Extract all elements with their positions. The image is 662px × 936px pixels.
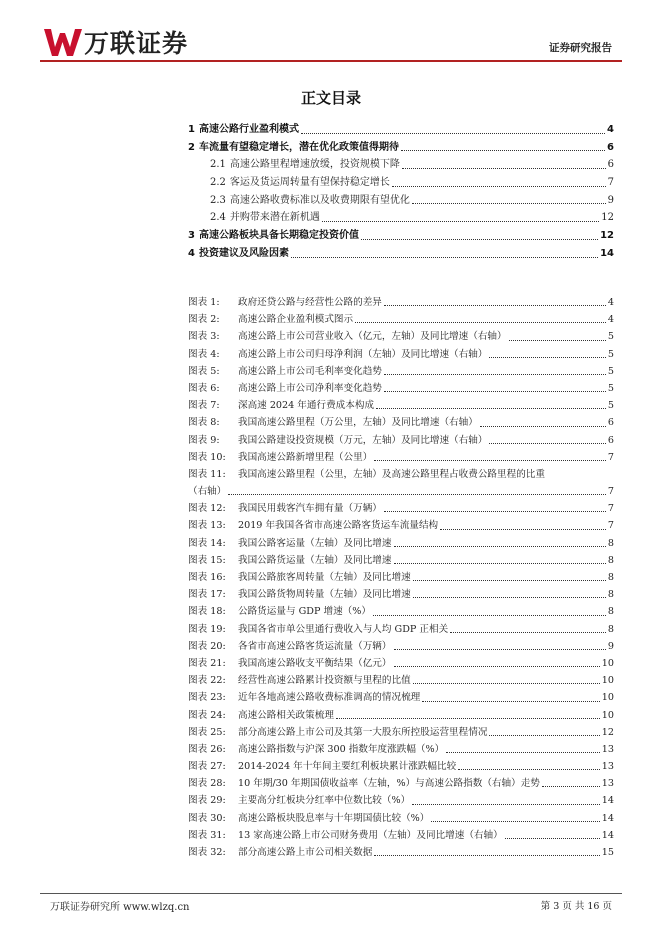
figure-entry-label: 图表 1: bbox=[188, 297, 220, 308]
figure-entry-title: 公路货运量与 GDP 增速（%） bbox=[238, 606, 371, 618]
figure-entry-page: 13 bbox=[601, 778, 614, 790]
toc-entry-number: 2.3 bbox=[210, 194, 226, 206]
figure-entry[interactable] bbox=[188, 758, 614, 775]
figure-entry-label: 图表 25: bbox=[188, 726, 226, 738]
figure-leader-dots bbox=[446, 741, 600, 753]
figure-entry[interactable] bbox=[188, 827, 614, 844]
figure-leader-dots bbox=[489, 724, 599, 736]
figure-entry-label: 图表 22: bbox=[188, 675, 226, 687]
figure-entry-label: 图表 10: bbox=[188, 451, 226, 463]
toc-entry-title: 车流量有望稳定增长，潜在优化政策值得期待 bbox=[198, 141, 399, 153]
figure-entry[interactable] bbox=[188, 449, 614, 466]
figure-entry-page: 7 bbox=[607, 486, 614, 498]
figure-entry-page: 4 bbox=[607, 314, 614, 326]
figure-entry[interactable] bbox=[188, 466, 614, 483]
figure-entry-page: 10 bbox=[601, 709, 614, 721]
toc-entry-title: 高速公路板块具备长期稳定投资价值 bbox=[198, 230, 359, 242]
figure-leader-dots bbox=[374, 449, 606, 461]
toc-entry-title: 高速公路收费标准以及收费期限有望优化 bbox=[229, 194, 410, 206]
figure-entry-label: 图表 29: bbox=[188, 795, 226, 807]
figure-entry-title: 高速公路板块股息率与十年期国债比较（%） bbox=[238, 812, 430, 824]
figure-leader-dots bbox=[384, 294, 606, 306]
figure-entry-label: 图表 4: bbox=[188, 348, 220, 360]
figure-entry-title: 高速公路上市公司净利率变化趋势 bbox=[238, 382, 382, 394]
figure-entry[interactable] bbox=[188, 517, 614, 534]
figure-entry[interactable] bbox=[188, 621, 614, 638]
toc-entry[interactable] bbox=[188, 245, 614, 263]
figure-leader-dots bbox=[373, 603, 606, 615]
figure-entry-label: 图表 3: bbox=[188, 331, 220, 343]
toc-leader-dots bbox=[301, 121, 605, 134]
figure-entry-label: 图表 32: bbox=[188, 847, 226, 858]
figure-entry[interactable] bbox=[188, 655, 614, 672]
figure-leader-dots bbox=[480, 414, 606, 426]
figure-entry[interactable] bbox=[188, 689, 614, 706]
toc-entry[interactable] bbox=[188, 209, 614, 227]
figure-entry-title: 我国民用载客汽车拥有量（万辆） bbox=[238, 503, 382, 515]
figure-entry[interactable] bbox=[188, 363, 614, 380]
figure-entry-title: 高速公路上市公司毛利率变化趋势 bbox=[238, 365, 382, 377]
figure-entry[interactable] bbox=[188, 810, 614, 827]
figure-entry-title: 我国公路货物周转量（左轴）及同比增速 bbox=[238, 589, 411, 601]
figure-entry-page: 4 bbox=[607, 297, 614, 308]
figure-entry[interactable] bbox=[188, 603, 614, 620]
figure-leader-dots bbox=[394, 552, 606, 564]
figure-entry-title: 部分高速公路上市公司及其第一大股东所控股运营里程情况 bbox=[238, 726, 488, 738]
page-number: 第 3 页 共 16 页 bbox=[540, 901, 612, 912]
figure-entry-title: 10 年期/30 年期国债收益率（左轴，%）与高速公路指数（右轴）走势 bbox=[238, 778, 540, 790]
figure-entry-title: 我国高速公路新增里程（公里） bbox=[238, 451, 373, 463]
toc-entry-title: 并购带来潜在新机遇 bbox=[229, 212, 320, 224]
figure-entry-label: 图表 18: bbox=[188, 606, 226, 618]
figure-leader-dots bbox=[505, 827, 600, 839]
figure-entry-page: 8 bbox=[607, 554, 614, 566]
figure-entry-page: 12 bbox=[601, 726, 614, 738]
page-header bbox=[0, 0, 662, 66]
figure-entry-page: 15 bbox=[601, 847, 614, 858]
table-of-contents bbox=[188, 121, 614, 263]
figure-entry[interactable] bbox=[188, 483, 614, 500]
figure-entry-label: 图表 12: bbox=[188, 503, 226, 515]
figure-entry-label: 图表 2: bbox=[188, 314, 220, 326]
toc-entry[interactable] bbox=[188, 227, 614, 245]
figure-entry-label: 图表 13: bbox=[188, 520, 226, 532]
figure-entry-title: 2014-2024 年十年间主要红利板块累计涨跌幅比较 bbox=[238, 761, 457, 773]
figure-entry-page: 10 bbox=[601, 657, 614, 669]
figure-entry-label: 图表 26: bbox=[188, 743, 226, 755]
figure-entry-label: 图表 9: bbox=[188, 434, 220, 446]
figure-entry-page: 5 bbox=[607, 400, 614, 412]
toc-entry-title: 高速公路里程增速放缓，投资规模下降 bbox=[229, 159, 400, 171]
toc-entry-title: 高速公路行业盈利模式 bbox=[198, 124, 299, 135]
figure-leader-dots bbox=[458, 758, 600, 770]
figure-leader-dots bbox=[542, 775, 600, 787]
figure-entry-page: 6 bbox=[607, 417, 614, 429]
figure-leader-dots bbox=[489, 432, 605, 444]
figure-entry-label: 图表 20: bbox=[188, 640, 226, 652]
figure-leader-dots bbox=[489, 346, 605, 358]
figure-entry[interactable] bbox=[188, 775, 614, 792]
figure-leader-dots bbox=[413, 569, 606, 581]
figure-leader-dots bbox=[374, 844, 599, 856]
figure-entry-label: 图表 11: bbox=[188, 468, 226, 480]
figure-entry-title: 2019 年我国各省市高速公路客货运车流量结构 bbox=[238, 520, 439, 532]
figure-leader-dots bbox=[355, 311, 606, 323]
figure-entry[interactable] bbox=[188, 380, 614, 397]
toc-entry-page: 7 bbox=[607, 177, 614, 189]
figure-entry[interactable] bbox=[188, 311, 614, 328]
brand-name: 万联证券 bbox=[84, 29, 189, 58]
figure-entry-title: （右轴） bbox=[188, 486, 227, 498]
figure-entry-title: 高速公路相关政策梳理 bbox=[238, 709, 334, 721]
figure-entry-title: 高速公路上市公司营业收入（亿元，左轴）及同比增速（右轴） bbox=[238, 331, 507, 343]
toc-leader-dots bbox=[412, 192, 606, 205]
figure-entry[interactable] bbox=[188, 844, 614, 861]
figure-entry[interactable] bbox=[188, 586, 614, 603]
toc-entry-number: 2 bbox=[188, 141, 195, 153]
figure-entry-page: 7 bbox=[607, 451, 614, 463]
figure-entry-label: 图表 27: bbox=[188, 761, 226, 773]
toc-leader-dots bbox=[402, 156, 606, 169]
toc-entry[interactable] bbox=[188, 174, 614, 192]
toc-entry-number: 4 bbox=[188, 247, 195, 259]
figure-leader-dots bbox=[450, 621, 606, 633]
toc-entry-number: 3 bbox=[188, 230, 195, 242]
figure-entry-label: 图表 7: bbox=[188, 400, 220, 412]
figure-leader-dots bbox=[394, 638, 606, 650]
figure-leader-dots bbox=[384, 500, 606, 512]
toc-entry[interactable] bbox=[188, 192, 614, 210]
figure-entry-page: 5 bbox=[607, 331, 614, 343]
page-title: 正文目录 bbox=[300, 89, 361, 107]
figure-entry-title: 近年各地高速公路收费标准调高的情况梳理 bbox=[238, 692, 421, 704]
figure-entry-title: 高速公路企业盈利模式图示 bbox=[238, 314, 354, 326]
toc-entry-page: 4 bbox=[607, 124, 614, 135]
figure-entry[interactable] bbox=[188, 414, 614, 431]
figure-entry[interactable] bbox=[188, 397, 614, 414]
figure-leader-dots bbox=[376, 397, 606, 409]
figure-entry-page: 7 bbox=[607, 503, 614, 515]
figure-entry-title: 深高速 2024 年通行费成本构成 bbox=[238, 400, 375, 412]
figure-entry-label: 图表 24: bbox=[188, 709, 226, 721]
brand-w-icon bbox=[44, 27, 82, 57]
figure-entry-page: 14 bbox=[601, 829, 614, 841]
figure-entry-page: 5 bbox=[607, 382, 614, 394]
figure-entry-label: 图表 5: bbox=[188, 365, 220, 377]
figure-entry-title: 我国高速公路里程（公里，左轴）及高速公路里程占收费公路里程的比重 bbox=[238, 468, 545, 480]
footer-divider bbox=[40, 893, 622, 894]
figure-entry[interactable] bbox=[188, 707, 614, 724]
figure-entry-title: 我国公路旅客周转量（左轴）及同比增速 bbox=[238, 572, 411, 583]
toc-entry-number: 2.1 bbox=[210, 159, 226, 171]
figure-entry-title: 高速公路上市公司归母净利润（左轴）及同比增速（右轴） bbox=[238, 348, 488, 360]
figure-entry[interactable] bbox=[188, 294, 614, 311]
figure-entry-title: 主要高分红板块分红率中位数比较（%） bbox=[238, 795, 411, 807]
toc-entry-page: 6 bbox=[607, 159, 614, 171]
figure-entry-label: 图表 16: bbox=[188, 572, 226, 583]
figure-leader-dots bbox=[422, 689, 600, 701]
figure-entry-page: 6 bbox=[607, 434, 614, 446]
figure-entry-title: 我国各省市单公里通行费收入与人均 GDP 正相关 bbox=[238, 623, 449, 635]
figure-entry-page: 14 bbox=[601, 795, 614, 807]
figure-entry-label: 图表 23: bbox=[188, 692, 226, 704]
figure-entry-title: 部分高速公路上市公司相关数据 bbox=[238, 847, 373, 858]
toc-entry-number: 1 bbox=[188, 124, 195, 135]
figure-leader-dots bbox=[394, 655, 600, 667]
toc-entry[interactable] bbox=[188, 139, 614, 157]
figure-entry-title: 13 家高速公路上市公司财务费用（左轴）及同比增速（右轴） bbox=[238, 829, 503, 841]
figure-entry-label: 图表 21: bbox=[188, 657, 226, 669]
brand-logo bbox=[44, 24, 188, 60]
figure-entry[interactable] bbox=[188, 638, 614, 655]
figure-entry-title: 我国高速公路里程（万公里，左轴）及同比增速（右轴） bbox=[238, 417, 478, 429]
figure-entry-title: 我国高速公路收支平衡结果（亿元） bbox=[238, 657, 392, 669]
toc-entry-number: 2.2 bbox=[210, 177, 226, 189]
toc-entry[interactable] bbox=[188, 121, 614, 139]
report-type: 证券研究报告 bbox=[549, 42, 612, 54]
figure-leader-dots bbox=[413, 586, 606, 598]
figure-entry-label: 图表 30: bbox=[188, 812, 226, 824]
toc-entry-page: 9 bbox=[607, 194, 614, 206]
figure-leader-dots bbox=[413, 672, 600, 684]
figure-entry[interactable] bbox=[188, 792, 614, 809]
figure-entry-title: 经营性高速公路累计投资额与里程的比值 bbox=[238, 675, 411, 687]
figure-entry-title: 我国公路货运量（左轴）及同比增速 bbox=[238, 554, 392, 566]
figure-entry[interactable] bbox=[188, 328, 614, 345]
toc-entry-title: 投资建议及风险因素 bbox=[198, 247, 289, 259]
toc-entry-page: 12 bbox=[601, 212, 614, 224]
figure-leader-dots bbox=[509, 328, 606, 340]
toc-leader-dots bbox=[322, 209, 599, 222]
figure-entry-title: 政府还贷公路与经营性公路的差异 bbox=[238, 297, 382, 308]
figure-entry[interactable] bbox=[188, 432, 614, 449]
figure-leader-dots bbox=[384, 380, 606, 392]
toc-leader-dots bbox=[401, 139, 605, 152]
figure-entry-title: 我国公路客运量（左轴）及同比增速 bbox=[238, 537, 392, 549]
figure-leader-dots bbox=[384, 363, 606, 375]
footer-institute: 万联证券研究所 www.wlzq.cn bbox=[50, 902, 190, 913]
figure-entry-page: 8 bbox=[607, 589, 614, 601]
toc-entry-page: 6 bbox=[607, 141, 614, 153]
figure-entry-label: 图表 31: bbox=[188, 829, 226, 841]
figure-entry[interactable] bbox=[188, 724, 614, 741]
figure-entry-page: 9 bbox=[607, 640, 614, 652]
figure-leader-dots bbox=[394, 535, 606, 547]
toc-entry-page: 14 bbox=[600, 247, 614, 259]
toc-leader-dots bbox=[291, 245, 598, 258]
figure-entry-label: 图表 17: bbox=[188, 589, 226, 601]
figure-entry-title: 各省市高速公路客货运流量（万辆） bbox=[238, 640, 392, 652]
figure-leader-dots bbox=[440, 517, 606, 529]
figure-entry-page: 8 bbox=[607, 623, 614, 635]
figure-list bbox=[188, 294, 614, 861]
figure-entry-page: 14 bbox=[601, 812, 614, 824]
figure-entry-label: 图表 6: bbox=[188, 382, 220, 394]
figure-entry-label: 图表 28: bbox=[188, 778, 226, 790]
figure-entry-page: 8 bbox=[607, 606, 614, 618]
figure-entry-label: 图表 19: bbox=[188, 623, 226, 635]
figure-leader-dots bbox=[412, 792, 600, 804]
figure-leader-dots bbox=[431, 810, 599, 822]
figure-entry-page: 5 bbox=[607, 365, 614, 377]
figure-entry[interactable] bbox=[188, 741, 614, 758]
figure-entry[interactable] bbox=[188, 672, 614, 689]
figure-entry[interactable] bbox=[188, 500, 614, 517]
figure-entry-page: 13 bbox=[601, 761, 614, 773]
toc-entry-page: 12 bbox=[600, 230, 614, 242]
figure-entry-page: 8 bbox=[607, 572, 614, 583]
figure-entry-page: 10 bbox=[601, 675, 614, 687]
toc-leader-dots bbox=[361, 227, 598, 240]
figure-entry-title: 高速公路指数与沪深 300 指数年度涨跌幅（%） bbox=[238, 743, 445, 755]
figure-entry-label: 图表 8: bbox=[188, 417, 220, 429]
figure-entry-label: 图表 15: bbox=[188, 554, 226, 566]
figure-entry[interactable] bbox=[188, 552, 614, 569]
figure-entry-page: 8 bbox=[607, 537, 614, 549]
toc-entry-number: 2.4 bbox=[210, 212, 226, 224]
figure-entry-page: 7 bbox=[607, 520, 614, 532]
header-divider bbox=[40, 60, 622, 62]
figure-entry[interactable] bbox=[188, 569, 614, 586]
figure-leader-dots bbox=[336, 707, 600, 719]
figure-entry[interactable] bbox=[188, 535, 614, 552]
figure-entry-page: 13 bbox=[601, 743, 614, 755]
figure-entry[interactable] bbox=[188, 346, 614, 363]
toc-entry[interactable] bbox=[188, 156, 614, 174]
figure-entry-label: 图表 14: bbox=[188, 537, 226, 549]
toc-leader-dots bbox=[392, 174, 606, 187]
toc-entry-title: 客运及货运周转量有望保持稳定增长 bbox=[229, 177, 390, 189]
figure-entry-page: 10 bbox=[601, 692, 614, 704]
figure-entry-page: 5 bbox=[607, 348, 614, 360]
figure-leader-dots bbox=[228, 483, 606, 495]
figure-entry-title: 我国公路建设投资规模（万元，左轴）及同比增速（右轴） bbox=[238, 434, 488, 446]
